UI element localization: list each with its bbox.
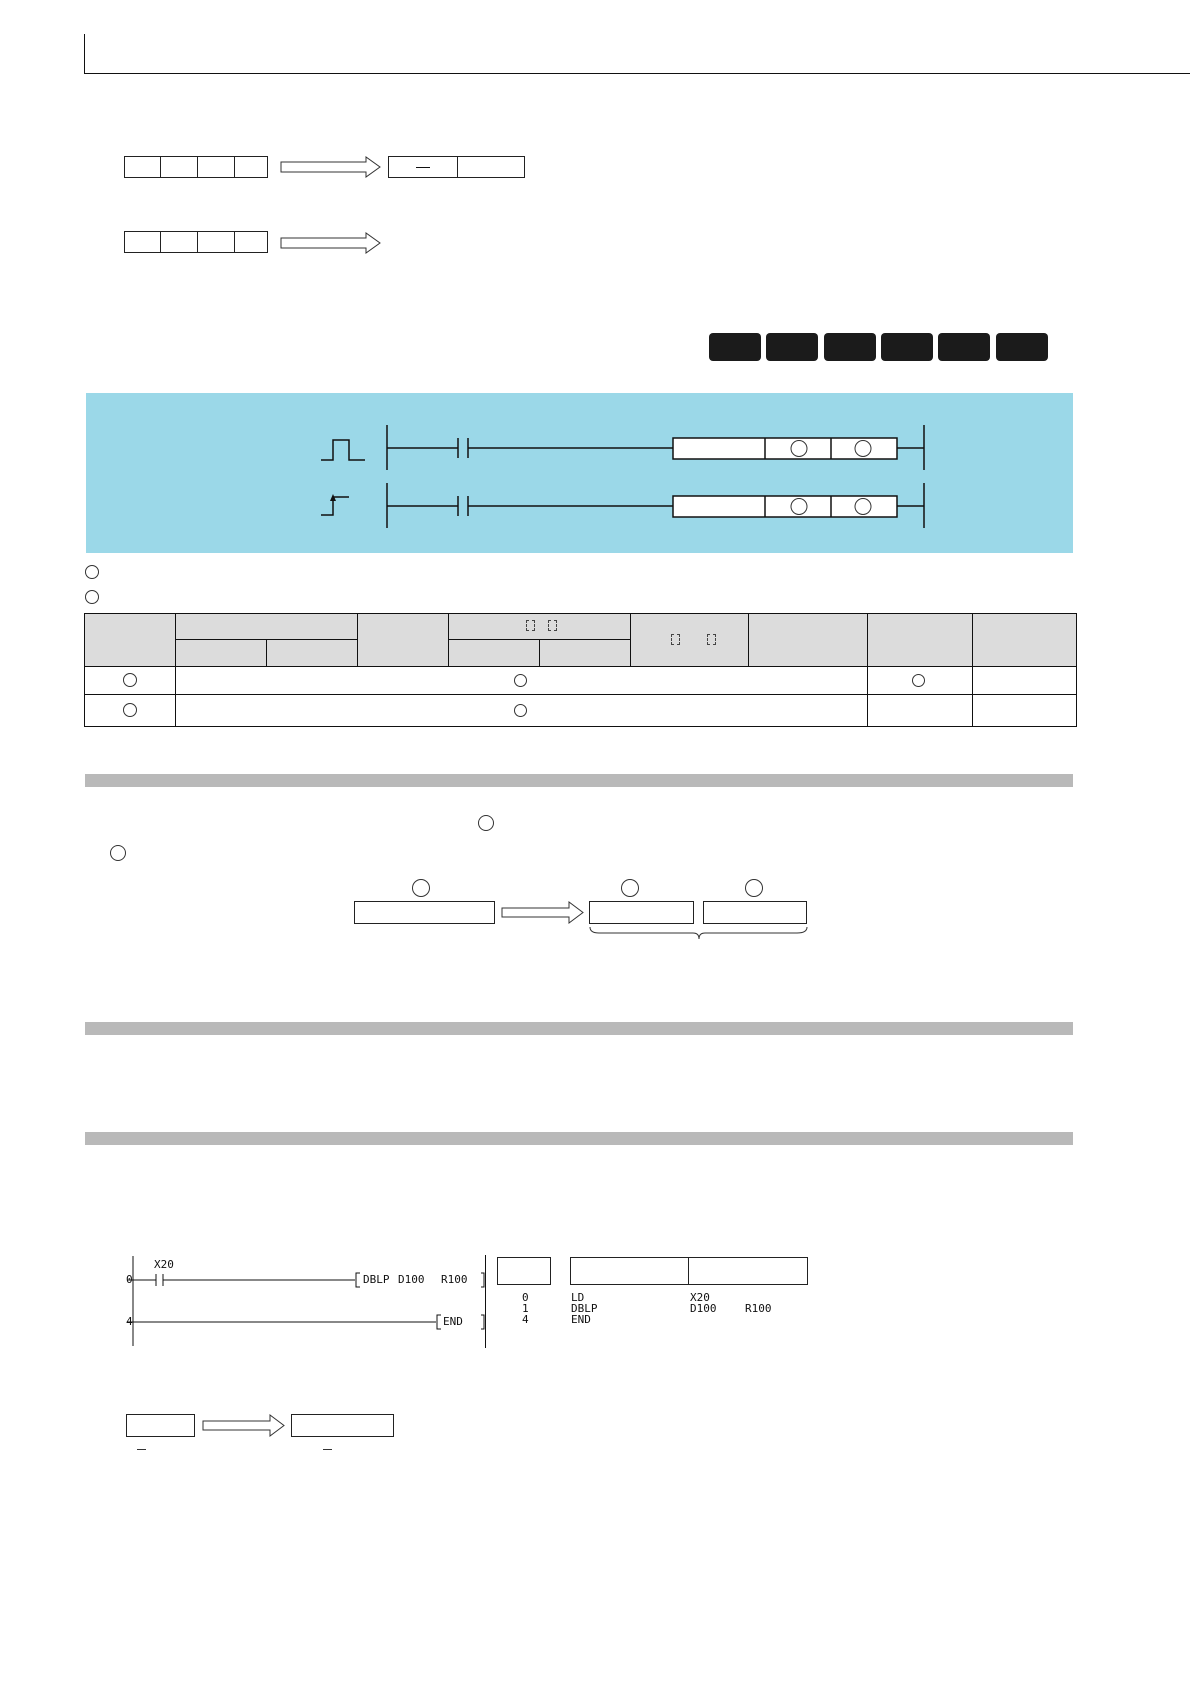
- operand-marker: [85, 590, 99, 604]
- right-arrow-icon: [280, 232, 382, 254]
- step-number: 4: [126, 1315, 133, 1328]
- listing-device-header: [688, 1257, 808, 1285]
- operand-marker: [478, 815, 494, 831]
- table-frame: [84, 613, 1077, 727]
- format-ladder: [86, 393, 1073, 553]
- table-rule: [748, 613, 749, 667]
- usable-mark: [514, 704, 527, 717]
- listing-step: 0: [522, 1291, 529, 1304]
- section-bar-error: [85, 1022, 1073, 1035]
- listing-step-header: [497, 1257, 551, 1285]
- section-bar-program-example: [85, 1132, 1073, 1145]
- table-rule: [539, 639, 540, 667]
- end-label: END: [443, 1315, 463, 1328]
- source-box: [126, 1414, 195, 1437]
- digit-box: [197, 231, 235, 253]
- digit-box: [124, 156, 161, 178]
- cpu-badge: [938, 333, 990, 361]
- listing-instruction: DBLP: [571, 1302, 598, 1315]
- right-arrow-icon: [501, 901, 585, 924]
- table-rule: [972, 613, 973, 727]
- operand-marker: [745, 879, 763, 897]
- listing-step: 4: [522, 1313, 529, 1326]
- operand-marker: [621, 879, 639, 897]
- operand-marker: [412, 879, 430, 897]
- overline-mark: [323, 1449, 332, 1450]
- listing-operand: R100: [745, 1302, 772, 1315]
- placeholder-box: [671, 634, 680, 645]
- operand-marker: [110, 845, 126, 861]
- placeholder-box: [526, 620, 535, 631]
- header-left-rule: [84, 34, 85, 74]
- brace: [589, 926, 809, 942]
- table-rule: [175, 613, 176, 727]
- listing-operand: D100: [690, 1302, 717, 1315]
- right-arrow-icon: [280, 156, 382, 178]
- step-number: 0: [126, 1273, 133, 1286]
- right-arrow-icon: [202, 1414, 286, 1437]
- contact-label: X20: [154, 1258, 174, 1271]
- table-rule: [357, 613, 358, 667]
- cpu-badge: [881, 333, 933, 361]
- operand-marker: [123, 703, 137, 717]
- digit-box: [234, 231, 268, 253]
- value-box: [457, 156, 525, 178]
- table-rule: [84, 666, 1077, 667]
- table-rule: [448, 613, 449, 667]
- operand-marker: [123, 673, 137, 687]
- listing-step: 1: [522, 1302, 529, 1315]
- digit-box: [124, 231, 161, 253]
- operand-marker: [85, 565, 99, 579]
- dest-operand: R100: [441, 1273, 468, 1286]
- digit-box: [234, 156, 268, 178]
- ladder-diagram: [118, 1248, 498, 1348]
- overline-mark: [137, 1449, 146, 1450]
- listing-operand: X20: [690, 1291, 710, 1304]
- source-operand: D100: [398, 1273, 425, 1286]
- header-rule: [84, 73, 1190, 74]
- usable-mark: [514, 674, 527, 687]
- dest-box-low: [703, 901, 807, 924]
- cpu-badge: [996, 333, 1048, 361]
- digit-box: [160, 231, 198, 253]
- listing-instruction: LD: [571, 1291, 585, 1304]
- instruction-format-panel: [86, 393, 1073, 553]
- table-rule: [266, 639, 267, 667]
- sign-box: [388, 156, 458, 178]
- section-bar-function: [85, 774, 1073, 787]
- dest-box: [291, 1414, 394, 1437]
- digit-box: [160, 156, 198, 178]
- placeholder-box: [548, 620, 557, 631]
- source-box: [354, 901, 495, 924]
- cpu-badge: [709, 333, 761, 361]
- listing-instr-header: [570, 1257, 689, 1285]
- placeholder-box: [707, 634, 716, 645]
- table-rule: [630, 613, 631, 667]
- table-rule: [867, 613, 868, 727]
- usable-mark: [912, 674, 925, 687]
- listing-instruction: END: [571, 1313, 591, 1326]
- cpu-badge: [766, 333, 818, 361]
- table-rule: [84, 694, 1077, 695]
- listing-divider: [485, 1255, 486, 1348]
- instruction-label: DBLP: [363, 1273, 390, 1286]
- digit-box: [197, 156, 235, 178]
- cpu-badge: [824, 333, 876, 361]
- dest-box-high: [589, 901, 694, 924]
